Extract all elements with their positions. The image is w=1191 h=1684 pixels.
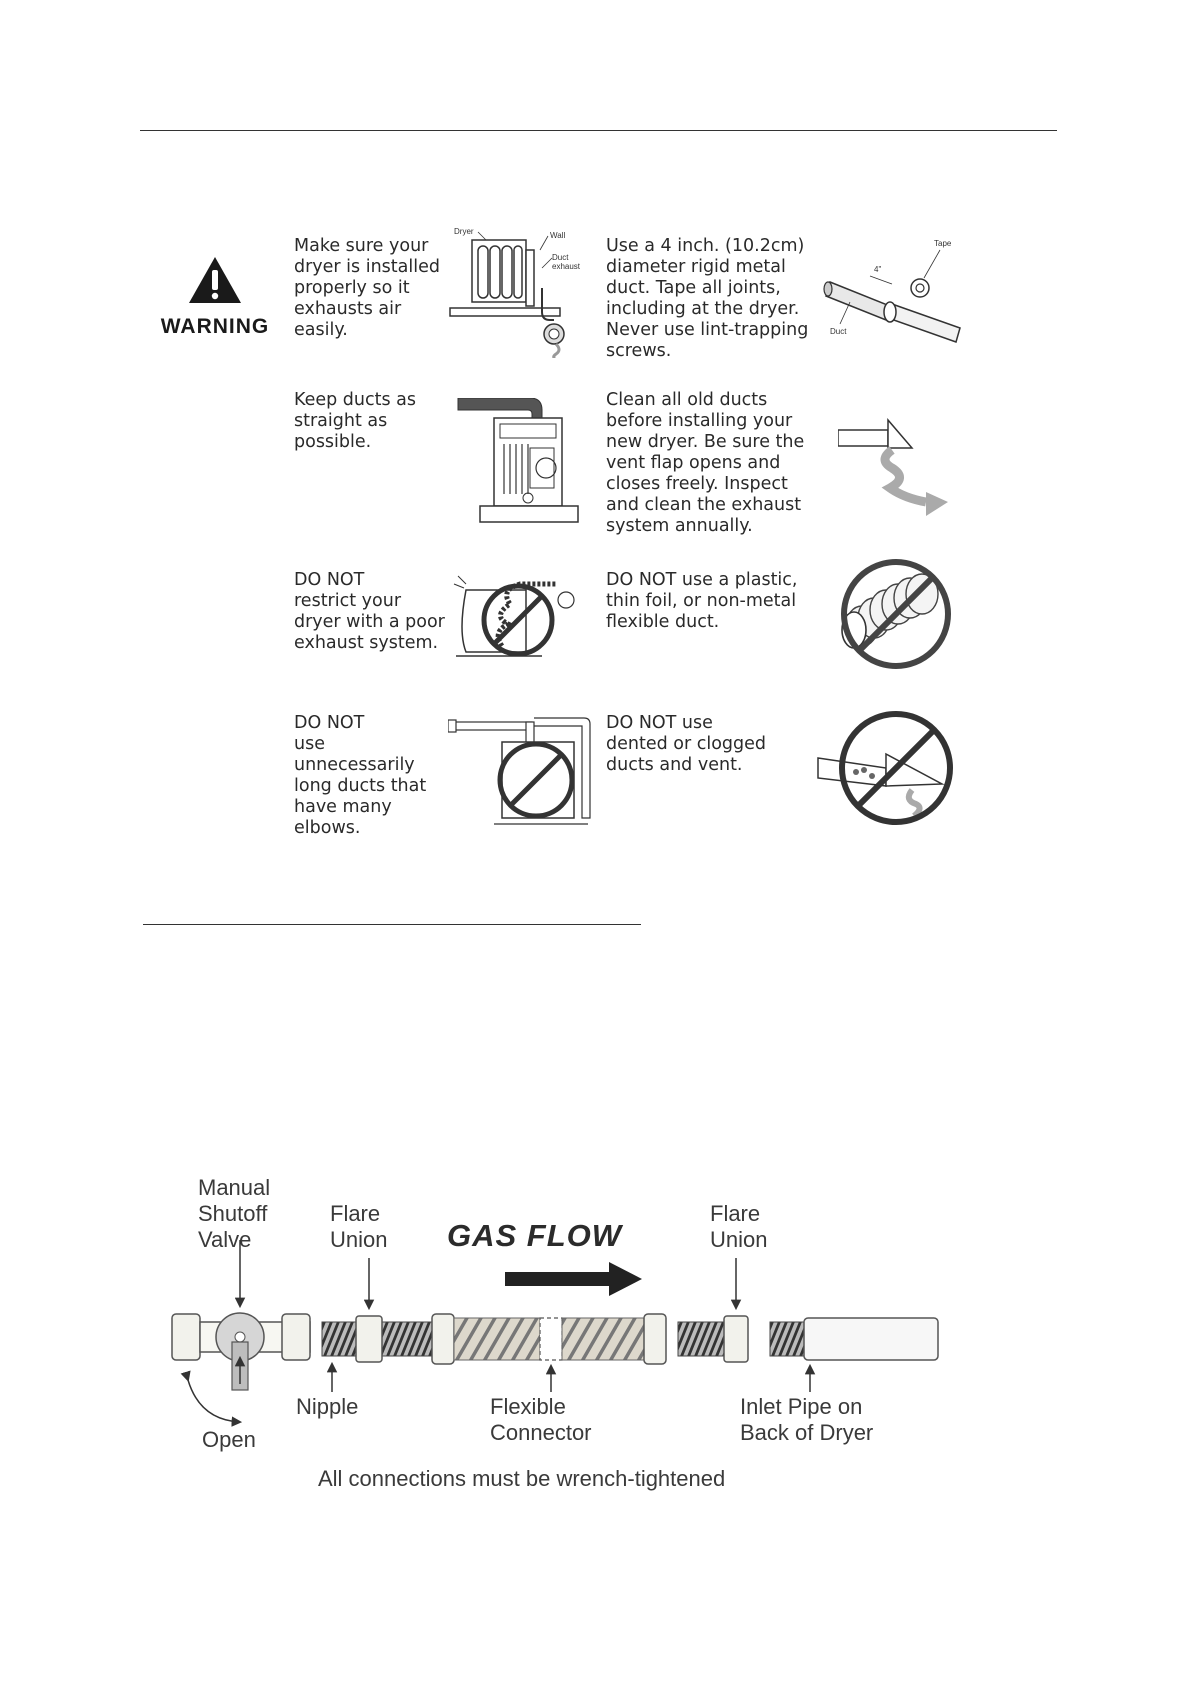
gas-connection-diagram — [160, 1240, 960, 1440]
dryer-inlet-pipe — [770, 1318, 938, 1360]
wall-label: Wall — [550, 231, 566, 240]
flexible-connector — [432, 1314, 666, 1364]
instruction-keep-straight: Keep ducts as straight as possible. — [294, 390, 417, 452]
duct-label: Duct — [830, 327, 847, 336]
tape-label: Tape — [934, 239, 952, 248]
flare-union-right-label: Flare Union — [710, 1201, 768, 1252]
wrench-tightened-note: All connections must be wrench-tightened — [318, 1466, 726, 1491]
dryer-label: Dryer — [454, 228, 474, 236]
inlet-pipe-label: Inlet Pipe on Back of Dryer — [740, 1394, 874, 1445]
long-duct-illustration — [448, 714, 600, 826]
warning-triangle-icon — [187, 255, 243, 305]
vent-exhaust-illustration — [838, 418, 958, 518]
instruction-clean-old-ducts: Clean all old ducts before installing your new dryer. Be sure the vent flap opens and closes freely. Inspect and clean the exhaust system annually. — [606, 390, 805, 536]
warning-label: WARNING — [160, 315, 270, 338]
manual-shutoff-valve-label: Manual Shutoff Valve — [198, 1175, 271, 1252]
straight-duct-illustration — [452, 398, 584, 532]
section-divider — [143, 924, 641, 925]
taped-duct-illustration — [820, 236, 966, 346]
open-label: Open — [202, 1427, 256, 1452]
gas-flow-label: GAS FLOW — [447, 1218, 623, 1253]
warning-block — [150, 255, 280, 339]
instruction-install-properly: Make sure your dryer is installed properly so it exhausts air easily. — [294, 236, 440, 340]
foil-duct-illustration — [832, 554, 962, 674]
four-inch-label: 4" — [874, 265, 882, 274]
clogged-duct-illustration — [816, 706, 964, 828]
shutoff-valve — [172, 1313, 310, 1390]
duct-exhaust-label: Duct exhaust — [552, 253, 581, 271]
instruction-no-dented-ducts: DO NOT use dented or clogged ducts and vent. — [606, 713, 767, 775]
instruction-no-plastic-duct: DO NOT use a plastic, thin foil, or non-metal flexible duct. — [606, 570, 798, 632]
flare-union-left-label: Flare Union — [330, 1201, 388, 1252]
instruction-no-long-ducts: DO NOT use unnecessarily long ducts that have many elbows. — [294, 713, 427, 838]
dryer-installed-illustration — [448, 228, 588, 358]
gas-flow-arrow — [505, 1262, 642, 1296]
poor-exhaust-illustration — [452, 572, 592, 664]
nipple-label: Nipple — [296, 1394, 359, 1419]
instruction-no-poor-exhaust: DO NOT restrict your dryer with a poor exhaust system. — [294, 570, 445, 653]
top-divider — [140, 130, 1057, 131]
flexible-connector-label: Flexible Connector — [490, 1394, 592, 1445]
instruction-rigid-metal-duct: Use a 4 inch. (10.2cm) diameter rigid metal duct. Tape all joints, including at the dryer. Never use lint-trapping screws. — [606, 236, 809, 361]
